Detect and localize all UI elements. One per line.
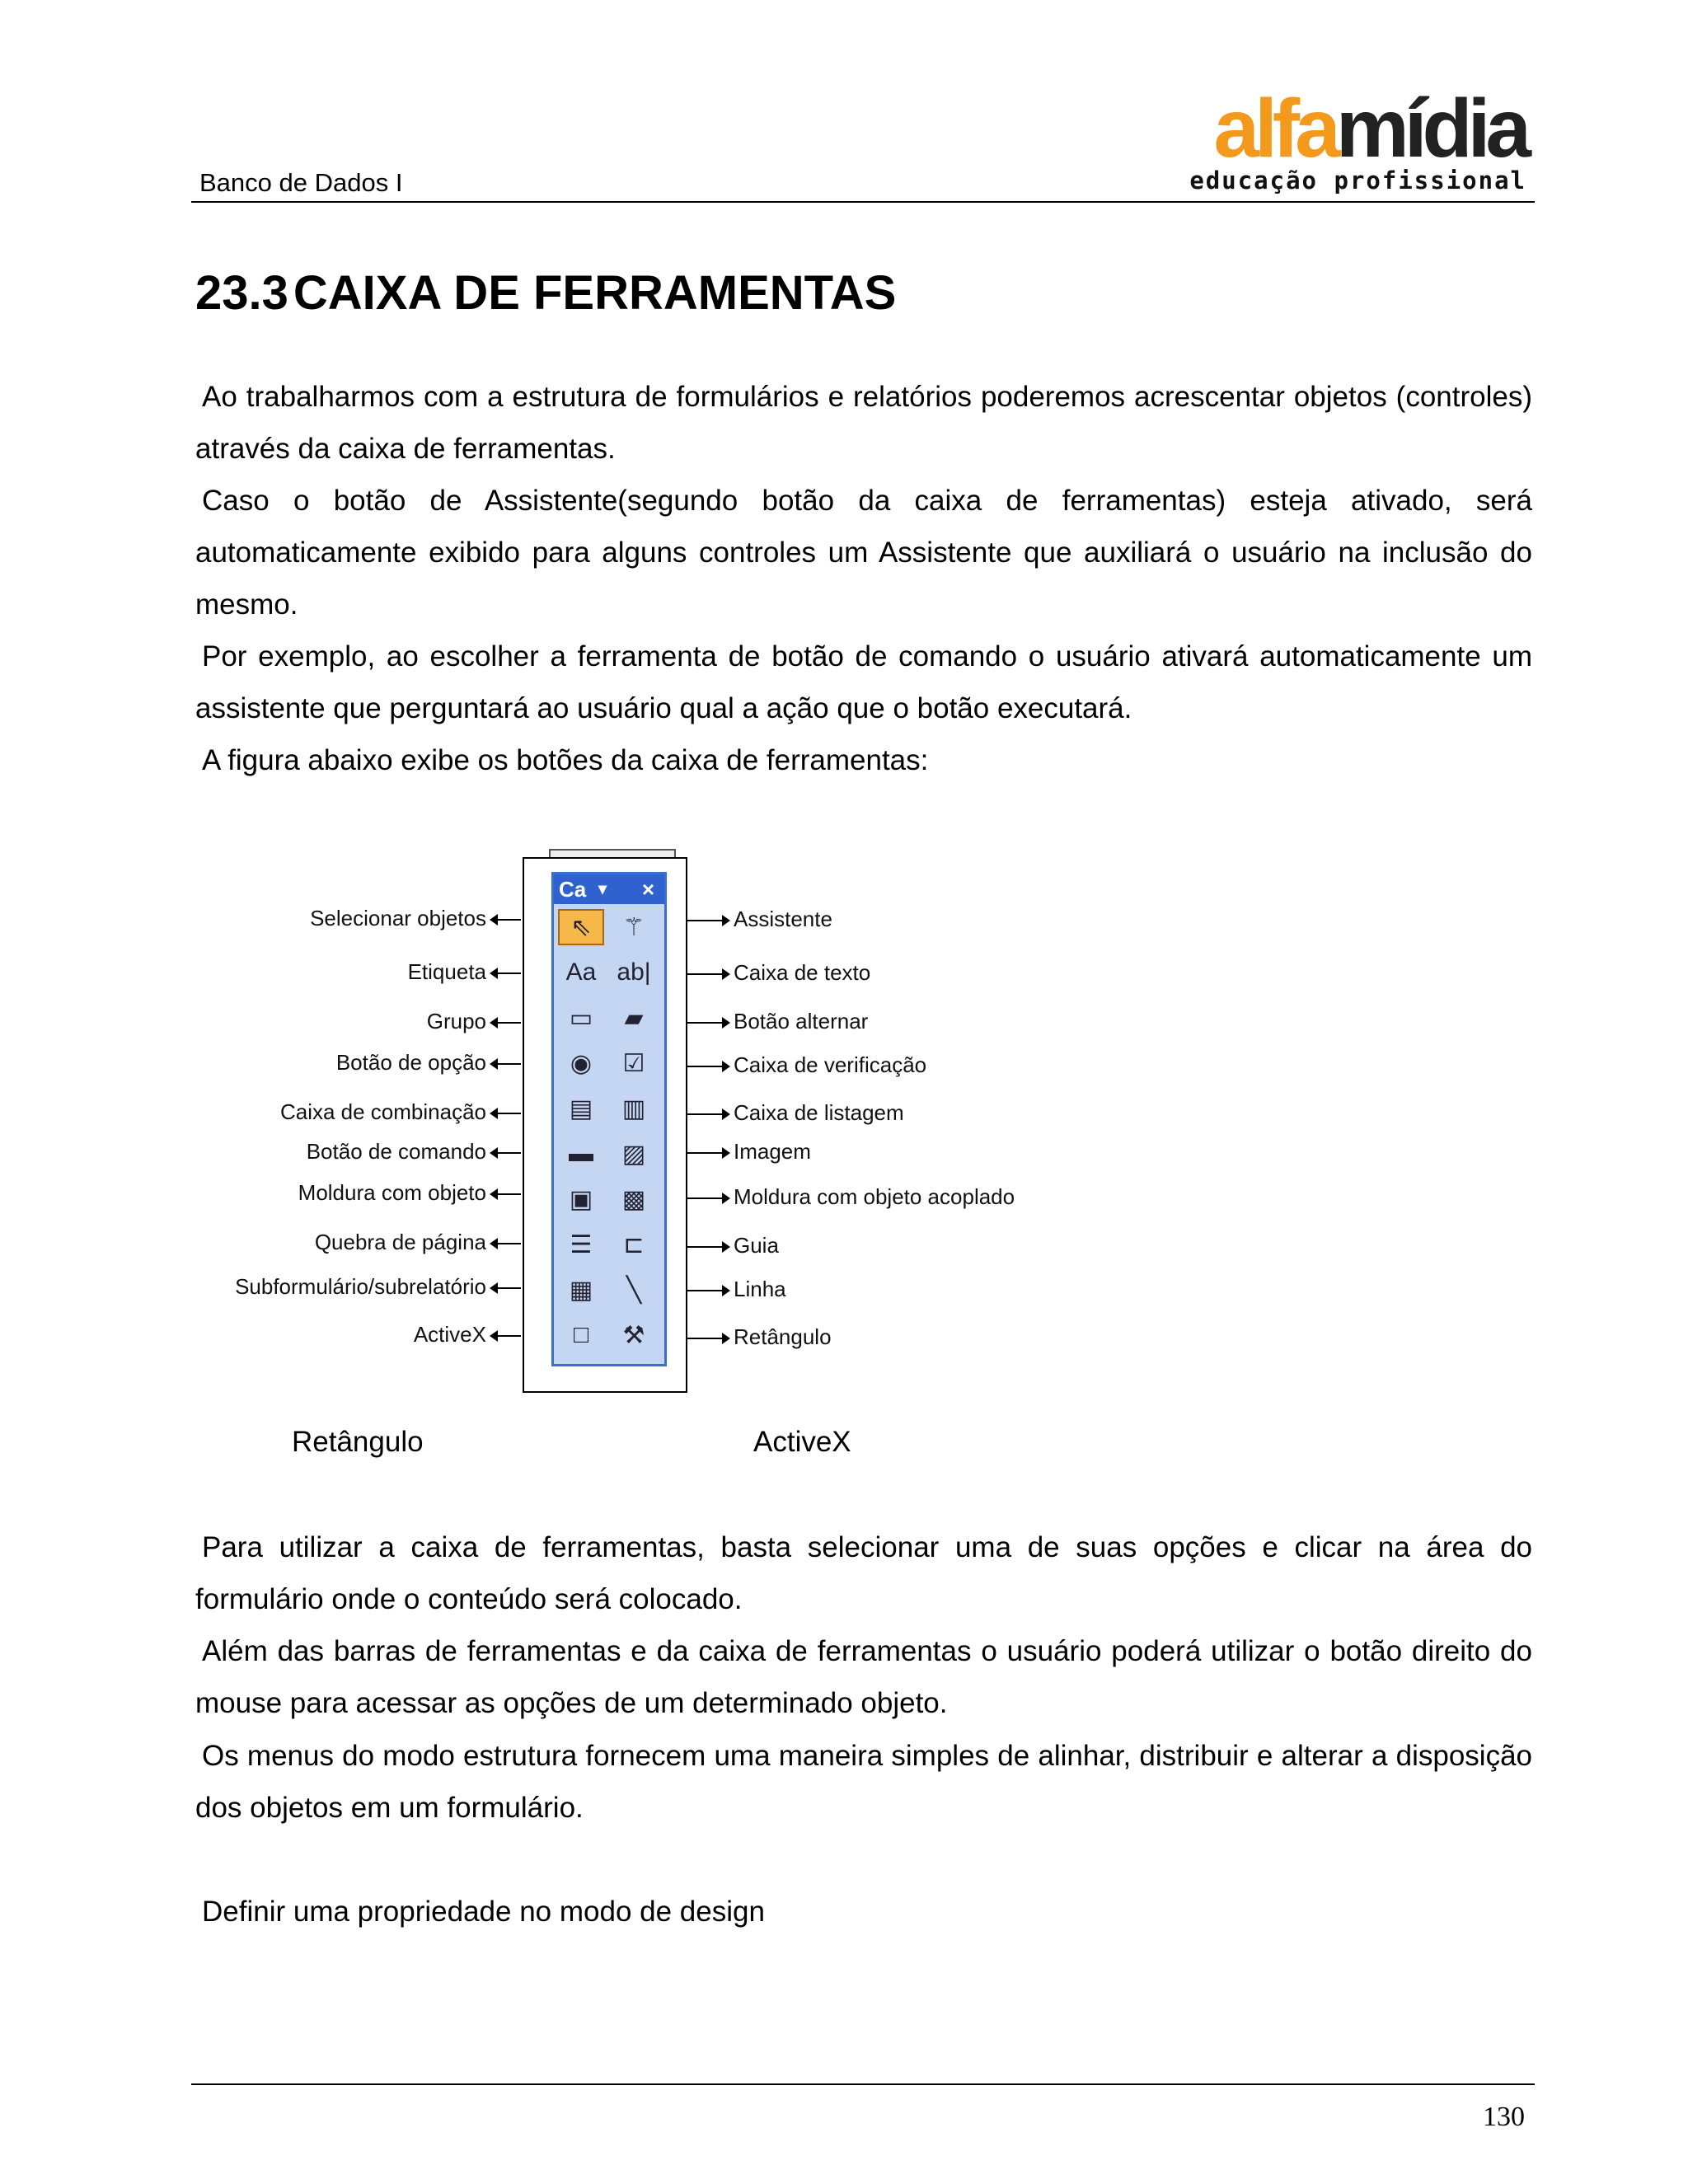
page-header: [191, 82, 1535, 203]
arrow-left: [491, 1243, 521, 1244]
tool-button-11[interactable]: ▬: [569, 1140, 593, 1167]
toolbox-row: [556, 906, 662, 949]
label-right: Caixa de texto: [734, 960, 871, 985]
toolbox-figure: [223, 841, 1047, 1458]
tool-button-19[interactable]: □: [573, 1321, 589, 1348]
arrow-right: [687, 1152, 729, 1154]
arrow-right: [687, 1246, 729, 1248]
arrow-left: [491, 1113, 521, 1114]
caption-right: ActiveX: [753, 1426, 851, 1458]
label-left: Selecionar objetos: [310, 906, 486, 930]
tool-button-18[interactable]: ╲: [626, 1276, 642, 1304]
caption-left: Retângulo: [292, 1426, 424, 1458]
paragraph-intro: Ao trabalharmos com a estrutura de formulários e relatórios poderemos acrescentar objetos (controles) através da caixa de ferramentas.: [195, 381, 1532, 465]
label-right: Imagem: [734, 1139, 811, 1164]
tool-button-9[interactable]: ▤: [569, 1094, 593, 1122]
label-left: Botão de comando: [306, 1139, 486, 1164]
toolbox-row: [556, 1087, 662, 1130]
arrow-right: [687, 973, 729, 975]
subheading-design-property: Definir uma propriedade no modo de design: [202, 1896, 765, 1928]
tool-button-1[interactable]: ⇖: [558, 909, 604, 945]
label-right: Botão alternar: [734, 1009, 869, 1033]
logo-alfa: alfa: [1213, 82, 1336, 175]
alfamidia-logo: [1189, 82, 1526, 194]
tool-button-8[interactable]: ☑: [622, 1049, 645, 1077]
tool-button-3[interactable]: Aa: [565, 958, 597, 986]
arrow-left: [491, 1287, 521, 1289]
arrow-right: [687, 1197, 729, 1199]
toolbox-titlebar: [554, 874, 664, 904]
arrow-right: [687, 1022, 729, 1024]
arrow-left: [491, 1193, 521, 1195]
label-right: Caixa de verificação: [734, 1052, 927, 1077]
label-right: Retângulo: [734, 1324, 832, 1349]
label-left: Grupo: [426, 1009, 486, 1033]
arrow-right: [687, 1290, 729, 1291]
tool-button-17[interactable]: ▦: [569, 1276, 593, 1304]
toolbox-row: [556, 1178, 662, 1221]
arrow-left: [491, 1152, 521, 1154]
tool-button-2[interactable]: ⚚: [622, 913, 645, 941]
paragraph-figure-intro: A figura abaixo exibe os botões da caixa de ferramentas:: [202, 744, 929, 776]
tool-button-20[interactable]: ⚒: [622, 1321, 645, 1349]
tool-button-16[interactable]: ⊏: [623, 1230, 645, 1258]
label-right: Assistente: [734, 907, 832, 931]
section-number: 23.3: [195, 266, 288, 320]
tool-button-4[interactable]: ab|: [617, 958, 651, 986]
logo-midia: mídia: [1335, 82, 1526, 175]
toolbox-row: [556, 996, 662, 1039]
label-left: Quebra de página: [314, 1230, 486, 1254]
footer-divider: [191, 2083, 1535, 2085]
toolbox-row: [556, 1132, 662, 1175]
tool-button-13[interactable]: ▣: [569, 1185, 593, 1213]
arrow-right: [687, 920, 729, 921]
label-left: Moldura com objeto: [298, 1180, 486, 1205]
arrow-left: [491, 1063, 521, 1065]
tool-button-10[interactable]: ▥: [621, 1094, 646, 1122]
toolbox-row: [556, 951, 662, 994]
arrow-right: [687, 1113, 729, 1115]
tool-button-7[interactable]: ◉: [570, 1049, 593, 1077]
toolbox-row: [556, 1314, 662, 1357]
paragraph-usage: Para utilizar a caixa de ferramentas, basta selecionar uma de suas opções e clicar na área do formulário onde o conteúdo será colocado.: [195, 1531, 1532, 1615]
arrow-left: [491, 1335, 521, 1337]
tool-button-15[interactable]: ☰: [570, 1230, 593, 1258]
arrow-right: [687, 1338, 729, 1339]
tool-button-5[interactable]: ▭: [569, 1004, 593, 1032]
toolbox-row: [556, 1042, 662, 1085]
section-heading: [195, 265, 896, 321]
label-left: Etiqueta: [407, 959, 486, 984]
arrow-left: [491, 1022, 521, 1024]
logo-wordmark: [1213, 82, 1526, 175]
label-right: Caixa de listagem: [734, 1100, 904, 1125]
paragraph-right-click: Além das barras de ferramentas e da caixa de ferramentas o usuário poderá utilizar o botão direito do mouse para acessar as opções de um determinado objeto.: [195, 1635, 1532, 1719]
label-right: Linha: [734, 1277, 786, 1301]
label-left: Subformulário/subrelatório: [235, 1274, 486, 1299]
page-number: 130: [1483, 2102, 1525, 2132]
paragraph-menus: Os menus do modo estrutura fornecem uma maneira simples de alinhar, distribuir e alterar a disposição dos objetos em um formulário.: [195, 1740, 1532, 1824]
arrow-left: [491, 919, 521, 921]
label-left: Caixa de combinação: [279, 1099, 486, 1124]
label-left: Botão de opção: [335, 1050, 486, 1075]
logo-tagline: educação profissional: [1189, 166, 1526, 194]
arrow-left: [491, 972, 521, 974]
arrow-right: [687, 1066, 729, 1067]
tool-button-14[interactable]: ▩: [621, 1185, 646, 1213]
toolbox-window: [551, 872, 667, 1366]
header-divider: [191, 201, 1535, 203]
label-left: ActiveX: [413, 1322, 486, 1347]
label-right: Guia: [734, 1233, 779, 1258]
toolbox-row: [556, 1223, 662, 1266]
section-title: CAIXA DE FERRAMENTAS: [293, 266, 897, 320]
label-right: Moldura com objeto acoplado: [734, 1184, 1015, 1209]
close-icon: ×: [641, 877, 654, 902]
paragraph-assistant: Caso o botão de Assistente(segundo botão da caixa de ferramentas) esteja ativado, será automaticamente exibido para alguns controles um Assistente que auxiliará o usuário na inclusão do mesmo.: [195, 485, 1532, 621]
tool-button-6[interactable]: ▰: [624, 1004, 644, 1032]
paragraph-example: Por exemplo, ao escolher a ferramenta de botão de comando o usuário ativará automaticamente um assistente que perguntará ao usuário qual a ação que o botão executará.: [195, 640, 1532, 724]
tool-button-12[interactable]: ▨: [621, 1140, 646, 1168]
header-subject: Banco de Dados I: [199, 168, 403, 197]
toolbox-row: [556, 1268, 662, 1311]
toolbox-title: Ca: [559, 877, 587, 902]
chevron-down-icon: ▾: [598, 880, 607, 898]
